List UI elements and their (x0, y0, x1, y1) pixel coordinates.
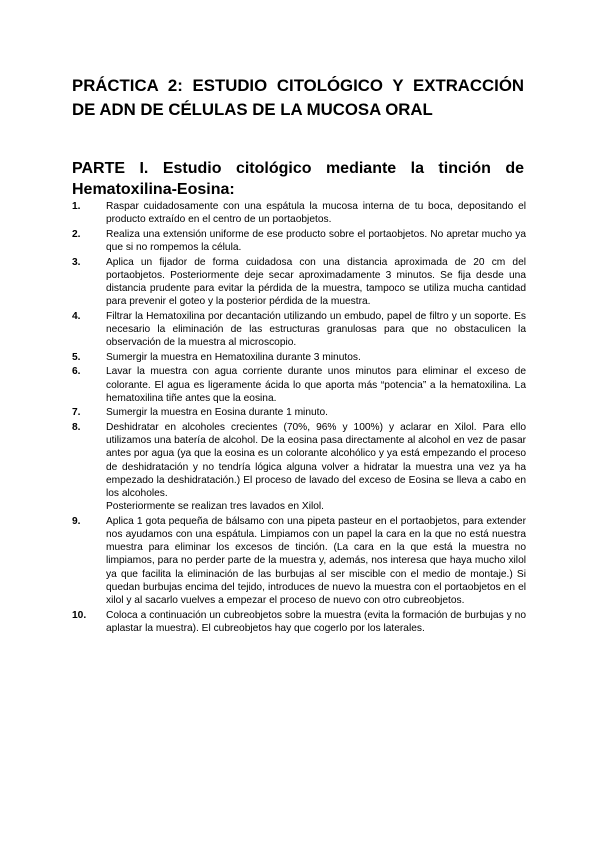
step-number: 8. (72, 421, 81, 433)
list-item (72, 365, 526, 405)
list-item (72, 351, 526, 364)
step-number: 4. (72, 310, 81, 322)
step-text: Realiza una extensión uniforme de ese producto sobre el portaobjetos. No apretar mucho ya que si no rompemos la célula. (106, 228, 526, 253)
section-heading: PARTE I. Estudio citológico mediante la tinción de Hematoxilina-Eosina: (72, 160, 524, 198)
step-number: 9. (72, 515, 81, 527)
step-number: 10. (72, 609, 87, 621)
list-item (72, 421, 526, 513)
step-text: Lavar la muestra con agua corriente durante unos minutos para eliminar el exceso de colorante. El agua es ligeramente ácida lo que aporta más “potencia” a la hematoxilina. La hematoxilina tiñe antes que la eosina. (106, 366, 526, 404)
list-item (72, 310, 526, 350)
page-title: PRÁCTICA 2: ESTUDIO CITOLÓGICO Y EXTRACCIÓN DE ADN DE CÉLULAS DE LA MUCOSA ORAL (72, 76, 524, 119)
step-text: Filtrar la Hematoxilina por decantación utilizando un embudo, papel de filtro y un soporte. Es necesario la eliminación de las estructuras granulosas para que no obstaculicen la observación de la muestra al microscopio. (106, 310, 526, 349)
list-item (72, 256, 526, 309)
step-number: 1. (72, 201, 81, 212)
step-number: 2. (72, 228, 81, 240)
step-number: 6. (72, 366, 81, 378)
list-item (72, 406, 526, 419)
step-text: Aplica un fijador de forma cuidadosa con una distancia aproximada de 20 cm del portaobjetos. Posteriormente deje secar aproximadamente 3 minutos. Se fija desde una distancia prudente para evitar la pérdida de la muestra, tampoco se utiliza mucha cantidad para prevenir el goteo y la posterior pérdida de la muestra. (106, 256, 526, 308)
step-text: Deshidratar en alcoholes crecientes (70%, 96% y 100%) y aclarar en Xilol. Para ello utilizamos una batería de alcohol. De la eosina pasa directamente al alcohol en vez de pasar antes por agua (ya que la eosina es un colorante alcohólico y ya está empezando el proceso de deshidratación y no tendría lógica alguna volver a hidratar la muestra una vez ya ha empezado la deshidratación.) El proceso de lavado del exceso de Eosina se lleva a cabo en los alcoholes. (106, 421, 526, 499)
procedure-steps-list (72, 200, 526, 636)
step-text: Sumergir la muestra en Eosina durante 1 minuto. (106, 407, 328, 419)
step-number: 5. (72, 351, 81, 363)
step-number: 7. (72, 407, 81, 419)
step-text: Coloca a continuación un cubreobjetos sobre la muestra (evita la formación de burbujas y no aplastar la muestra). El cubreobjetos hay que cogerlo por los laterales. (106, 609, 526, 634)
step-text: Aplica 1 gota pequeña de bálsamo con una pipeta pasteur en el portaobjetos, para extender nos ayudamos con una espátula. Limpiamos con un papel la cara en la que no está nuestra muestra para eliminar los excesos de tinción. (La cara en la que está la muestra no limpiamos, para no perder parte de la muestra y, además, nos interesa que haya mucho xilol ya que facilita la eliminación de las burbujas al ser miscible con el medio de montaje.) Si quedan burbujas encima del tejido, introduces de nuevo la muestra con el portaobjetos en el xilol y al sacarlo vuelves a empezar el proceso de nuevo con otro cubreobjetos. (106, 515, 526, 607)
step-number: 3. (72, 256, 81, 268)
step-text: Sumergir la muestra en Hematoxilina durante 3 minutos. (106, 351, 361, 363)
list-item (72, 200, 526, 226)
step-note: Posteriormente se realizan tres lavados en Xilol. (106, 501, 325, 513)
step-text: Raspar cuidadosamente con una espátula la mucosa interna de tu boca, depositando el producto extraído en el centro de un portaobjetos. (106, 201, 526, 226)
list-item (72, 228, 526, 254)
list-item (72, 609, 526, 635)
list-item (72, 515, 526, 607)
